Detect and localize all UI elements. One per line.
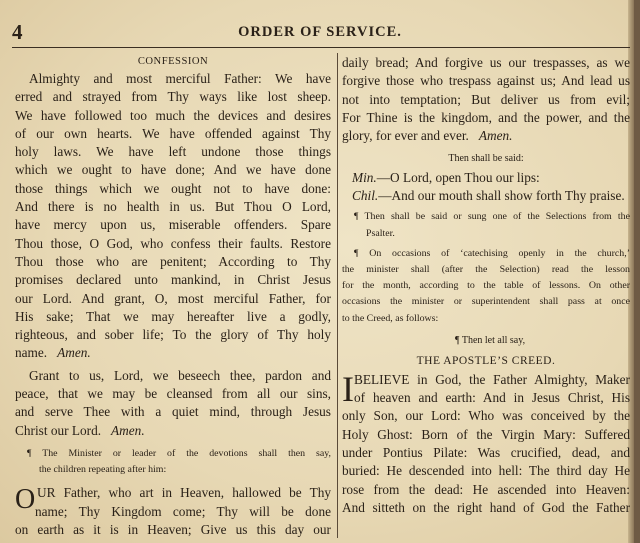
text-line: which we ought to have done; And we have done <box>15 162 331 178</box>
lords-prayer-dropcap: O <box>15 484 36 516</box>
text-line: buried: He descended into hell: The third day He <box>342 463 630 479</box>
text-line: ¶ Then shall be said or sung one of the Selections from the <box>354 211 630 223</box>
text-line: daily bread; And forgive us our trespasses, as we <box>342 55 630 70</box>
text-line: holy laws. We have left undone those things <box>15 144 331 160</box>
text-line: peace, that we may be cleansed from all our sins, <box>15 386 331 402</box>
prayer-continued <box>342 54 630 127</box>
text-line: for the month, according to the table of lessons. On other <box>342 280 630 292</box>
right-column <box>342 54 630 517</box>
grant-last: Christ our Lord. <box>15 422 102 438</box>
text-line: the minister shall (after the Selection) read the lesson <box>342 264 630 276</box>
confession-heading: CONFESSION <box>137 56 209 67</box>
then-shall-be-said: Then shall be said: <box>448 153 524 165</box>
text-line: not into temptation; But deliver us from evil; <box>342 91 630 107</box>
column-divider <box>337 53 338 538</box>
text-line: Grant to us, Lord, we beseech thee, pardon and <box>29 367 331 383</box>
amen-3: Amen. <box>478 128 513 144</box>
text-line: forgive those who trespass against us; And lead us <box>342 73 630 89</box>
text-line: Holy Ghost: Born of the Virgin Mary: Suffered <box>342 426 630 442</box>
creed-dropcap: I <box>342 368 354 409</box>
text-line: promises declared unto mankind, in Christ Jesus <box>15 272 331 288</box>
text-line: UR Father, who art in Heaven, hallowed be Thy <box>37 485 331 501</box>
text-line: of our own hearts. We have offended against Thy <box>15 125 331 141</box>
then-let-all-say: ¶ Then let all say, <box>455 334 526 346</box>
prayer-cont-last-line <box>342 127 630 145</box>
text-line: Thou those who are penitent; According to Thy <box>15 253 331 269</box>
children-response <box>342 187 630 205</box>
left-column <box>15 54 331 539</box>
header-rule <box>12 47 630 48</box>
amen-2: Amen. <box>111 422 145 438</box>
psalter-rubric <box>342 209 630 225</box>
text-line: We have followed too much the devices and desires <box>15 107 331 123</box>
lords-prayer <box>15 484 331 539</box>
text-line: occasions the minister or superintendent shall pass at once <box>342 296 630 308</box>
text-line: ¶ The Minister or leader of the devotions shall then say, <box>27 447 331 459</box>
text-line: righteous, and sober life; To the glory of Thy holy <box>15 327 331 343</box>
grant-text <box>15 367 331 422</box>
confession-last-line <box>15 344 331 362</box>
amen-1: Amen. <box>57 345 91 361</box>
text-line: And sitteth on the right hand of God the Father <box>342 499 630 515</box>
confession-last: name. <box>15 345 48 361</box>
text-line: have mercy upon us, miserable offenders. Spare <box>15 217 331 233</box>
running-head: ORDER OF SERVICE. <box>238 24 402 40</box>
text-line: name; Thy Kingdom come; Thy will be done <box>35 503 331 519</box>
apostles-creed <box>342 368 630 517</box>
catechising-rubric <box>342 246 630 311</box>
text-line: ¶ On occasions of ‘catechising openly in the church,’ <box>354 247 630 259</box>
text-line: the children repeating after him: <box>39 464 167 476</box>
text-line: under Pontius Pilate: Was crucified, dead, and <box>342 444 630 460</box>
min-text: —O Lord, open Thou our lips: <box>376 170 540 186</box>
chil-label: Chil. <box>352 188 379 204</box>
text-line: Almighty and most merciful Father: We have <box>29 71 331 86</box>
text-line: erred and strayed from Thy ways like lost sheep. <box>15 89 331 105</box>
confession-text <box>15 70 331 344</box>
psalter-rubric-last: Psalter. <box>366 227 395 239</box>
text-line: Thou those, O God, who confess their faults. Restore <box>15 235 331 251</box>
text-line: And there is no health in us. But Thou O Lord, <box>15 199 331 215</box>
minister-rubric <box>15 446 331 478</box>
minister-response <box>342 169 630 187</box>
chil-text: —And our mouth shall show forth Thy praise. <box>378 188 625 204</box>
creed-heading: THE APOSTLE’S CREED. <box>416 354 556 367</box>
catechising-rubric-last: to the Creed, as follows: <box>342 312 439 324</box>
text-line: of heaven and earth: And in Jesus Christ, His <box>354 390 630 406</box>
text-line: our Lord. And grant, O, most merciful Father, for <box>15 290 331 306</box>
text-line: His sake; That we may hereafter live a godly, <box>15 308 331 324</box>
text-line: on earth as it is in Heaven; Give us this day our <box>15 521 331 537</box>
prayer-cont-last: glory, for ever and ever. <box>342 128 469 144</box>
page-number: 4 <box>12 20 23 44</box>
text-line: and serve Thee with a quiet mind, through Jesus <box>15 404 331 420</box>
min-label: Min. <box>352 170 377 186</box>
text-line: those things which we ought not to have done: <box>15 180 331 196</box>
text-line: BELIEVE in God, the Father Almighty, Maker <box>354 371 630 387</box>
text-line: For Thine is the kingdom, and the power, and the <box>342 109 630 125</box>
grant-last-line <box>15 422 331 440</box>
text-line: rose from the dead: He ascended into Heaven: <box>342 481 630 497</box>
text-line: only Son, our Lord: Who was conceived by the <box>342 408 630 424</box>
